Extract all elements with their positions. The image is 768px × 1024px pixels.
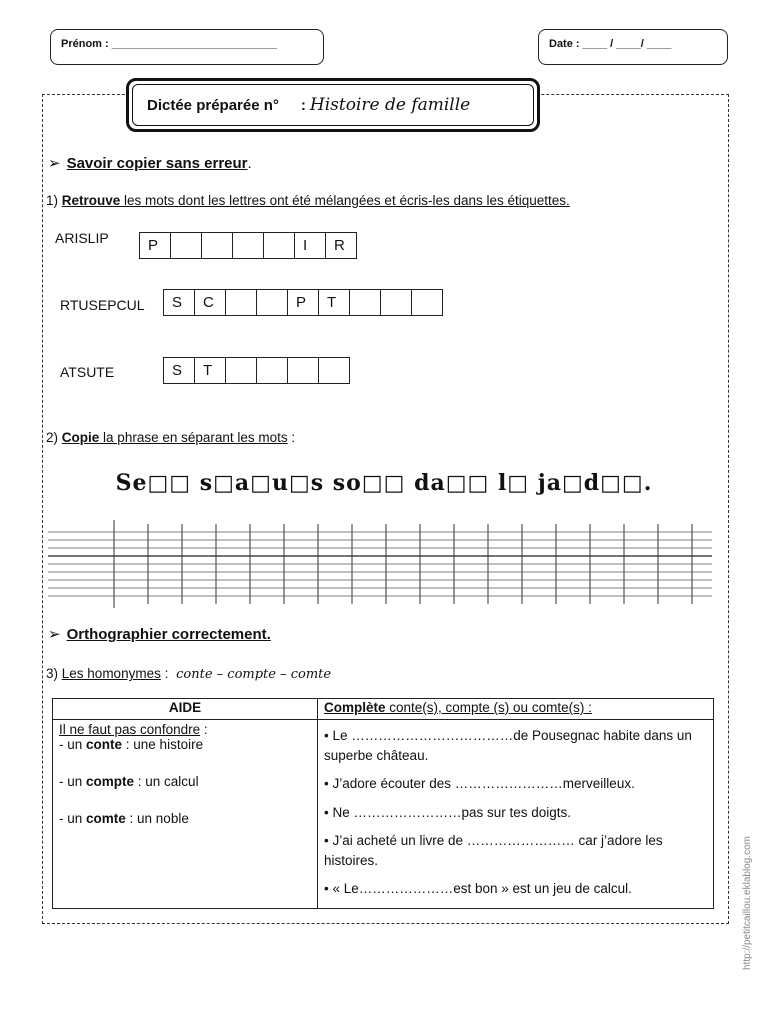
letter-cell[interactable]: C	[194, 289, 226, 316]
exercise3-label: Les homonymes	[61, 666, 161, 681]
letter-cell[interactable]	[201, 232, 233, 259]
section-spelling-title: Orthographier correctement.	[66, 626, 271, 643]
exercise3-instruction: 3) Les homonymes : conte – compte – comte	[46, 666, 332, 682]
exercise2-instruction: 2) Copie la phrase en séparant les mots :	[46, 430, 296, 445]
letter-cell[interactable]: T	[194, 357, 226, 384]
complete-header: Complète conte(s), compte (s) ou comte(s) :	[318, 699, 714, 720]
answer-cells-3[interactable]	[164, 357, 350, 384]
letter-cell[interactable]	[263, 232, 295, 259]
section-copy-title: Savoir copier sans erreur	[66, 155, 248, 172]
exercise1-verb: Retrouve	[61, 193, 121, 208]
letter-cell[interactable]: I	[294, 232, 326, 259]
letter-cell[interactable]	[256, 289, 288, 316]
homonyms-table-wrap	[52, 698, 714, 909]
letter-cell[interactable]	[318, 357, 350, 384]
scrambled-word-3: ATSUTE	[60, 364, 115, 380]
aide-header: AIDE	[53, 699, 318, 720]
title-colon: :	[300, 96, 306, 114]
homonyms-script: conte – compte – comte	[176, 667, 332, 682]
letter-cell[interactable]	[170, 232, 202, 259]
title-theme: Histoire de famille	[309, 95, 471, 115]
title-label: Dictée préparée n°	[147, 96, 279, 114]
answer-cells-1[interactable]	[140, 232, 357, 259]
fill-sentence[interactable]: • « Le…………………est bon » est un jeu de calcul.	[324, 881, 632, 897]
letter-cell[interactable]	[256, 357, 288, 384]
aide-cell: Il ne faut pas confondre : - un conte : une histoire - un compte : un calcul - un comte : un noble	[53, 720, 318, 909]
letter-cell[interactable]: S	[163, 289, 195, 316]
letter-cell[interactable]	[225, 357, 257, 384]
source-url: http://petitcaillou.eklablog.com	[742, 836, 753, 970]
homonyms-table	[52, 698, 714, 909]
scrambled-word-2: RTUSEPCUL	[60, 297, 145, 313]
letter-cell[interactable]	[225, 289, 257, 316]
section-copy-heading: ➢ Savoir copier sans erreur.	[48, 155, 252, 172]
letter-cell[interactable]	[232, 232, 264, 259]
letter-cell[interactable]: P	[139, 232, 171, 259]
section-spelling-heading	[48, 625, 271, 643]
fill-sentence[interactable]: • Le ………………………………de Pousegnac habite dans un superbe château.	[324, 728, 692, 763]
letter-cell[interactable]	[411, 289, 443, 316]
date-label: Date : ____ / ____/ ____	[549, 38, 672, 50]
letter-cell[interactable]	[349, 289, 381, 316]
answer-cells-2[interactable]	[164, 289, 443, 316]
letter-cell[interactable]	[380, 289, 412, 316]
aide-item: - un comte : un noble	[59, 811, 189, 826]
title-box	[126, 78, 540, 132]
exercise2-verb: Copie	[61, 430, 100, 445]
date-field[interactable]	[538, 29, 728, 65]
prenom-label: Prénom : ___________________________	[61, 38, 277, 50]
fill-sentence[interactable]: • J’ai acheté un livre de …………………… car j’adore les histoires.	[324, 833, 663, 868]
fill-sentence[interactable]: • J’adore écouter des ……………………merveilleux.	[324, 776, 635, 792]
arrow-bullet-icon: ➢	[48, 155, 61, 172]
letter-cell[interactable]: P	[287, 289, 319, 316]
letter-cell[interactable]: S	[163, 357, 195, 384]
aide-item: - un compte : un calcul	[59, 774, 199, 789]
complete-cell	[318, 720, 714, 909]
exercise1-instruction: 1) Retrouve les mots dont les lettres ont été mélangées et écris-les dans les étiquettes.	[46, 193, 570, 208]
letter-cell[interactable]: T	[318, 289, 350, 316]
letter-cell[interactable]	[287, 357, 319, 384]
model-sentence: Se□□ s□a□u□s so□□ da□□ l□ ja□d□□.	[115, 470, 653, 496]
scrambled-word-1: ARISLIP	[55, 230, 109, 246]
aide-intro: Il ne faut pas confondre	[59, 722, 201, 737]
arrow-bullet-icon: ➢	[48, 626, 61, 643]
writing-lines[interactable]	[48, 520, 712, 608]
fill-sentence[interactable]: • Ne ……………………pas sur tes doigts.	[324, 804, 572, 820]
prenom-field[interactable]	[50, 29, 324, 65]
aide-item: - un conte : une histoire	[59, 737, 204, 752]
letter-cell[interactable]: R	[325, 232, 357, 259]
